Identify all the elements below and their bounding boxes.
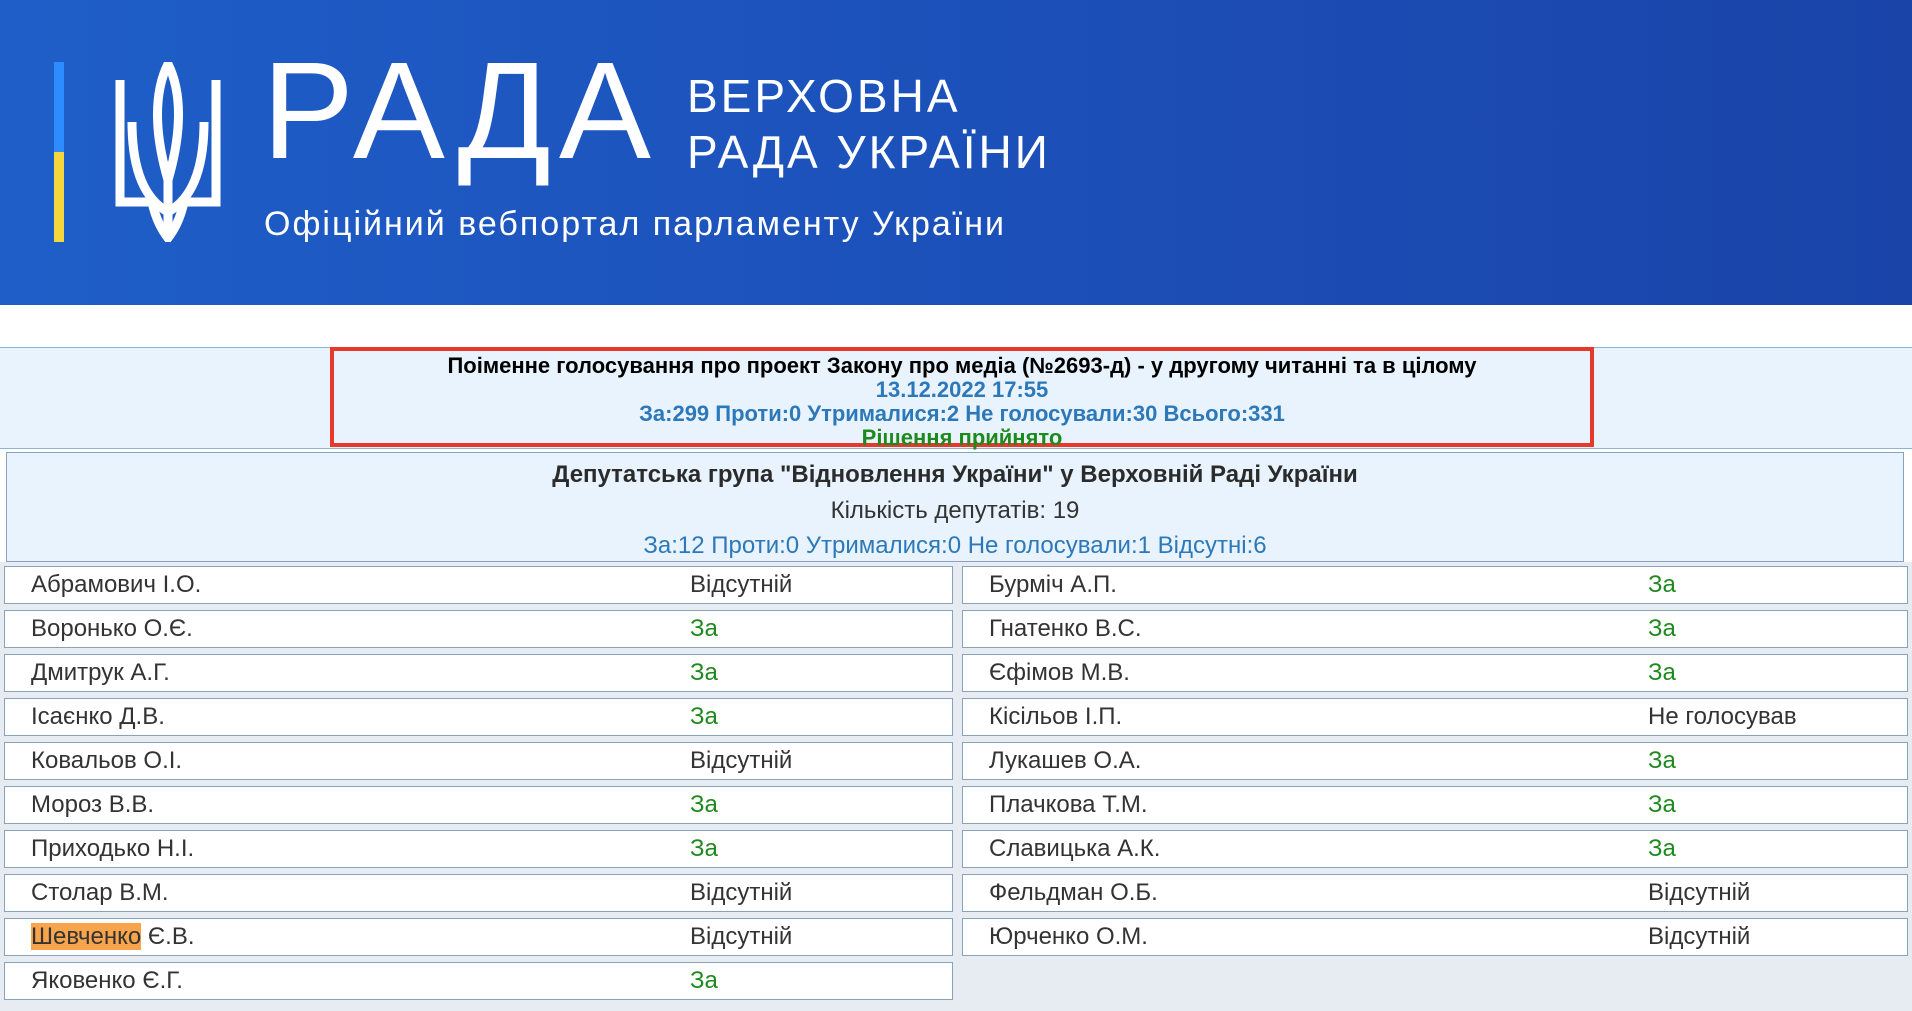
flag-bar	[54, 62, 64, 242]
vote-result: Рішення прийнято	[861, 425, 1063, 450]
member-vote-status: За	[690, 703, 718, 730]
member-row	[962, 786, 1908, 824]
member-row	[962, 918, 1908, 956]
member-vote-status: За	[690, 835, 718, 862]
member-name	[31, 919, 195, 955]
member-vote-status: За	[1648, 615, 1676, 642]
search-highlight: Шевченко	[31, 923, 142, 950]
logo-title[interactable]: РАДА	[262, 34, 659, 188]
member-name: Гнатенко В.С.	[989, 615, 1142, 642]
member-row	[4, 742, 953, 780]
member-name: Дмитрук А.Г.	[31, 659, 170, 686]
member-name: Яковенко Є.Г.	[31, 967, 183, 994]
member-name: Бурміч А.П.	[989, 571, 1117, 598]
member-row	[4, 874, 953, 912]
member-row	[4, 610, 953, 648]
member-row	[962, 742, 1908, 780]
member-row	[962, 610, 1908, 648]
member-row	[962, 566, 1908, 604]
member-row	[4, 830, 953, 868]
member-row	[4, 566, 953, 604]
member-row	[962, 654, 1908, 692]
member-vote-status: За	[1648, 747, 1676, 774]
member-vote-status: Не голосував	[1648, 703, 1797, 730]
member-name: Кісільов І.П.	[989, 703, 1123, 730]
flag-yellow-stripe	[54, 152, 64, 242]
member-row	[4, 786, 953, 824]
member-vote-status: Відсутній	[690, 879, 793, 906]
member-name: Ковальов О.І.	[31, 747, 183, 774]
member-name: Плачкова Т.М.	[989, 791, 1148, 818]
member-vote-status: За	[1648, 659, 1676, 686]
member-name: Столар В.М.	[31, 879, 169, 906]
member-row	[4, 698, 953, 736]
member-name: Лукашев О.А.	[989, 747, 1142, 774]
group-header	[6, 452, 1904, 562]
member-row	[4, 918, 953, 956]
member-vote-status: За	[1648, 791, 1676, 818]
portal-title: Офіційний вебпортал парламенту України	[264, 205, 1007, 243]
member-vote-status: За	[1648, 835, 1676, 862]
member-vote-status: За	[690, 967, 718, 994]
member-vote-status: Відсутній	[690, 747, 793, 774]
member-name: Абрамович І.О.	[31, 571, 202, 598]
members-list	[0, 562, 1912, 1011]
group-member-count: Кількість депутатів: 19	[830, 497, 1080, 524]
logo-subtitle	[687, 68, 1051, 180]
member-name: Приходько Н.І.	[31, 835, 195, 862]
member-vote-status: Відсутній	[1648, 923, 1751, 950]
member-row	[4, 962, 953, 1000]
member-vote-status: За	[690, 791, 718, 818]
member-row	[962, 698, 1908, 736]
member-name: Мороз В.В.	[31, 791, 155, 818]
member-name: Воронько О.Є.	[31, 615, 193, 642]
member-name-rest: Є.В.	[141, 923, 195, 950]
subtitle-line-1: ВЕРХОВНА	[687, 70, 961, 122]
member-row	[4, 654, 953, 692]
vote-totals: За:299 Проти:0 Утрималися:2 Не голосували:30 Всього:331	[639, 401, 1285, 426]
member-name: Фельдман О.Б.	[989, 879, 1158, 906]
vote-summary-section	[0, 347, 1912, 449]
member-vote-status: Відсутній	[1648, 879, 1751, 906]
subtitle-line-2: РАДА УКРАЇНИ	[687, 126, 1051, 178]
group-name: Депутатська група "Відновлення України" у Верховній Раді України	[552, 461, 1358, 488]
site-header	[0, 0, 1912, 305]
member-vote-status: Відсутній	[690, 923, 793, 950]
member-name: Єфімов М.В.	[989, 659, 1130, 686]
group-vote-totals: За:12 Проти:0 Утрималися:0 Не голосували:1 Відсутні:6	[643, 532, 1267, 559]
vote-datetime: 13.12.2022 17:55	[875, 377, 1049, 402]
trident-icon[interactable]	[112, 62, 224, 242]
member-row	[962, 830, 1908, 868]
vote-summary-highlight	[330, 347, 1594, 450]
member-vote-status: Відсутній	[690, 571, 793, 598]
member-name: Юрченко О.М.	[989, 923, 1148, 950]
vote-title: Поіменне голосування про проект Закону про медіа (№2693-д) - у другому читанні та в цілому	[447, 353, 1477, 378]
member-vote-status: За	[690, 615, 718, 642]
member-name: Ісаєнко Д.В.	[31, 703, 165, 730]
member-vote-status: За	[1648, 571, 1676, 598]
member-row	[962, 874, 1908, 912]
member-vote-status: За	[690, 659, 718, 686]
flag-blue-stripe	[54, 62, 64, 152]
member-name: Славицька А.К.	[989, 835, 1161, 862]
